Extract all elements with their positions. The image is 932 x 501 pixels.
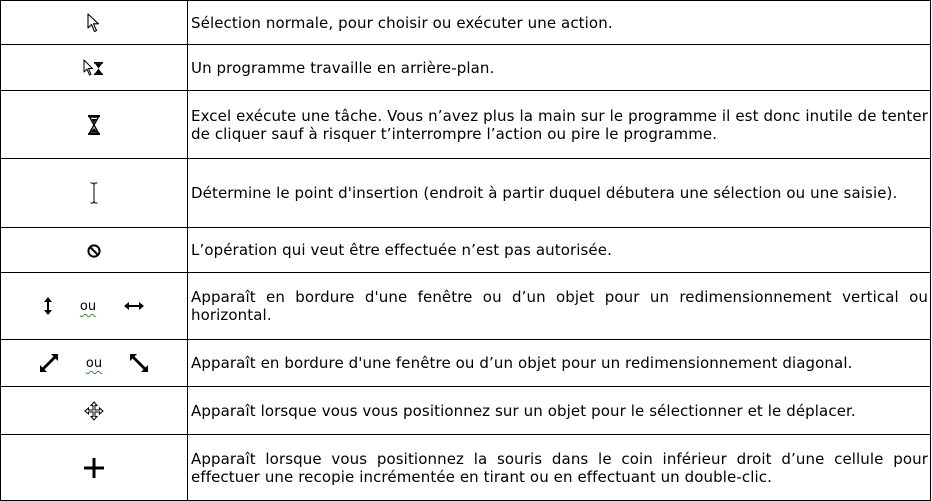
description-cell: Apparaît en bordure d'une fenêtre ou d’un objet pour un redimensionnement vertical ou horizontal. — [188, 273, 931, 340]
table-row — [1, 1, 931, 45]
resize-diagonal-nesw-icon — [39, 353, 59, 373]
resize-vertical-icon — [43, 296, 53, 316]
plus-cross-icon — [83, 457, 105, 479]
description-cell: Apparaît lorsque vous positionnez la souris dans le coin inférieur droit d’une cellule pour effectuer une recopie incrémentée en tirant ou en effectuant un double-clic. — [188, 435, 931, 501]
arrow-pointer-icon — [87, 13, 101, 33]
separator-ou: ou — [79, 298, 97, 314]
icon-cell — [1, 1, 188, 45]
icon-cell — [1, 435, 188, 501]
description-cell: Détermine le point d'insertion (endroit à partir duquel débutera une sélection ou une saisie). — [188, 159, 931, 228]
table-row — [1, 91, 931, 159]
icon-cell — [1, 91, 188, 159]
table-row — [1, 435, 931, 501]
hourglass-icon — [88, 115, 100, 135]
description-cell: Apparaît lorsque vous vous positionnez sur un objet pour le sélectionner et le déplacer. — [188, 387, 931, 435]
arrow-hourglass-icon — [83, 59, 105, 77]
table-row — [1, 45, 931, 91]
not-allowed-icon — [87, 244, 101, 258]
icon-cell — [1, 340, 188, 387]
table-row — [1, 273, 931, 340]
table-row — [1, 159, 931, 228]
description-cell: Excel exécute une tâche. Vous n’avez plus la main sur le programme il est donc inutile de tenter de cliquer sauf à risquer t’interrompre l’action ou pire le programme. — [188, 91, 931, 159]
icon-cell — [1, 159, 188, 228]
description-cell: Apparaît en bordure d'une fenêtre ou d’un objet pour un redimensionnement diagonal. — [188, 340, 931, 387]
icon-cell — [1, 273, 188, 340]
table-row — [1, 228, 931, 273]
move-icon — [84, 401, 104, 421]
description-cell: Sélection normale, pour choisir ou exécuter une action. — [188, 1, 931, 45]
icon-cell — [1, 228, 188, 273]
table-row — [1, 387, 931, 435]
icon-cell — [1, 45, 188, 91]
description-cell: Un programme travaille en arrière-plan. — [188, 45, 931, 91]
table-row — [1, 340, 931, 387]
resize-diagonal-nwse-icon — [129, 353, 149, 373]
icon-cell — [1, 387, 188, 435]
resize-horizontal-icon — [123, 301, 145, 311]
description-cell: L’opération qui veut être effectuée n’est pas autorisée. — [188, 228, 931, 273]
separator-ou: ou — [85, 355, 103, 371]
text-ibeam-icon — [89, 182, 99, 204]
